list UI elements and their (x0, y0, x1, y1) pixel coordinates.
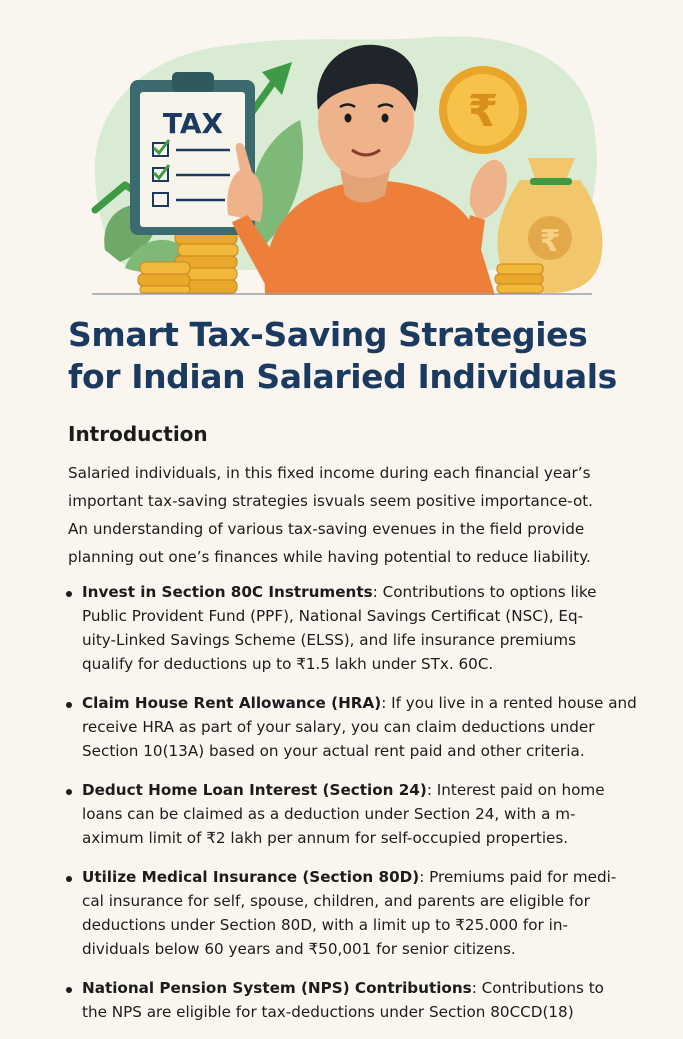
coin-stack-right-icon (495, 264, 543, 293)
bullet-line: deductions under Section 80D, with a limit up to ₹25.000 for in- (82, 916, 568, 934)
bullet-line: the NPS are eligible for tax-deductions under Section 80CCD(18) (82, 1003, 574, 1021)
intro-line: An understanding of various tax-saving evenues in the field provide (68, 520, 585, 538)
list-item (60, 691, 660, 763)
clipboard-label: TAX (162, 107, 224, 140)
bullet-dot-icon (66, 702, 72, 708)
list-item (60, 865, 660, 961)
bullet-line (82, 691, 660, 715)
hero-illustration (0, 0, 683, 300)
bullet-line: cal insurance for self, spouse, children, and parents are eligible for (82, 892, 590, 910)
bullet-line: Section 10(13A) based on your actual rent paid and other criteria. (82, 742, 585, 760)
list-item (60, 976, 660, 1024)
bullet-lead: Claim House Rent Allowance (HRA) (82, 694, 382, 712)
bullet-text: : Contributions to options like (372, 583, 597, 601)
bullet-lead: Invest in Section 80C Instruments (82, 583, 373, 601)
bullet-dot-icon (66, 789, 72, 795)
hero-svg (0, 0, 683, 300)
strategy-list (60, 580, 660, 1039)
intro-line: planning out one’s finances while having potential to reduce liability. (68, 548, 591, 566)
intro-line: Salaried individuals, in this fixed income during each financial year’s (68, 464, 591, 482)
bullet-text: : If you live in a rented house and (381, 694, 637, 712)
bullet-lead: Utilize Medical Insurance (Section 80D) (82, 868, 420, 886)
bullet-line: Public Provident Fund (PPF), National Savings Certificat (NSC), Eq- (82, 607, 584, 625)
bullet-lead: National Pension System (NPS) Contributions (82, 979, 472, 997)
bullet-line: loans can be claimed as a deduction under Section 24, with a m- (82, 805, 576, 823)
bullet-line (82, 976, 660, 1000)
bullet-dot-icon (66, 987, 72, 993)
page-title (68, 314, 658, 398)
bullet-text: : Premiums paid for medi- (419, 868, 617, 886)
list-item (60, 778, 660, 850)
title-line: Smart Tax-Saving Strategies (68, 315, 588, 354)
intro-heading: Introduction (68, 422, 208, 446)
bullet-line (82, 778, 660, 802)
bullet-dot-icon (66, 591, 72, 597)
coin-symbol: ₹ (467, 86, 499, 137)
bullet-text: : Interest paid on home (426, 781, 605, 799)
intro-paragraph (68, 459, 658, 571)
intro-line: important tax-saving strategies isvuals seem positive importance-ot. (68, 492, 594, 510)
bullet-line: uity-Linked Savings Scheme (ELSS), and life insurance premiums (82, 631, 576, 649)
bullet-line (82, 580, 660, 604)
bullet-line (82, 865, 660, 889)
title-line: for Indian Salaried Individuals (68, 357, 617, 396)
bullet-line: aximum limit of ₹2 lakh per annum for self-occupied properties. (82, 829, 569, 847)
bullet-dot-icon (66, 876, 72, 882)
bullet-text: : Contributions to (471, 979, 604, 997)
bullet-line: receive HRA as part of your salary, you can claim deductions under (82, 718, 595, 736)
bullet-line: dividuals below 60 years and ₹50,001 for senior citizens. (82, 940, 516, 958)
bag-symbol: ₹ (539, 224, 561, 259)
bullet-lead: Deduct Home Loan Interest (Section 24) (82, 781, 427, 799)
list-item (60, 580, 660, 676)
rupee-coin-icon (439, 66, 527, 154)
bullet-line: qualify for deductions up to ₹1.5 lakh under STx. 60C. (82, 655, 494, 673)
